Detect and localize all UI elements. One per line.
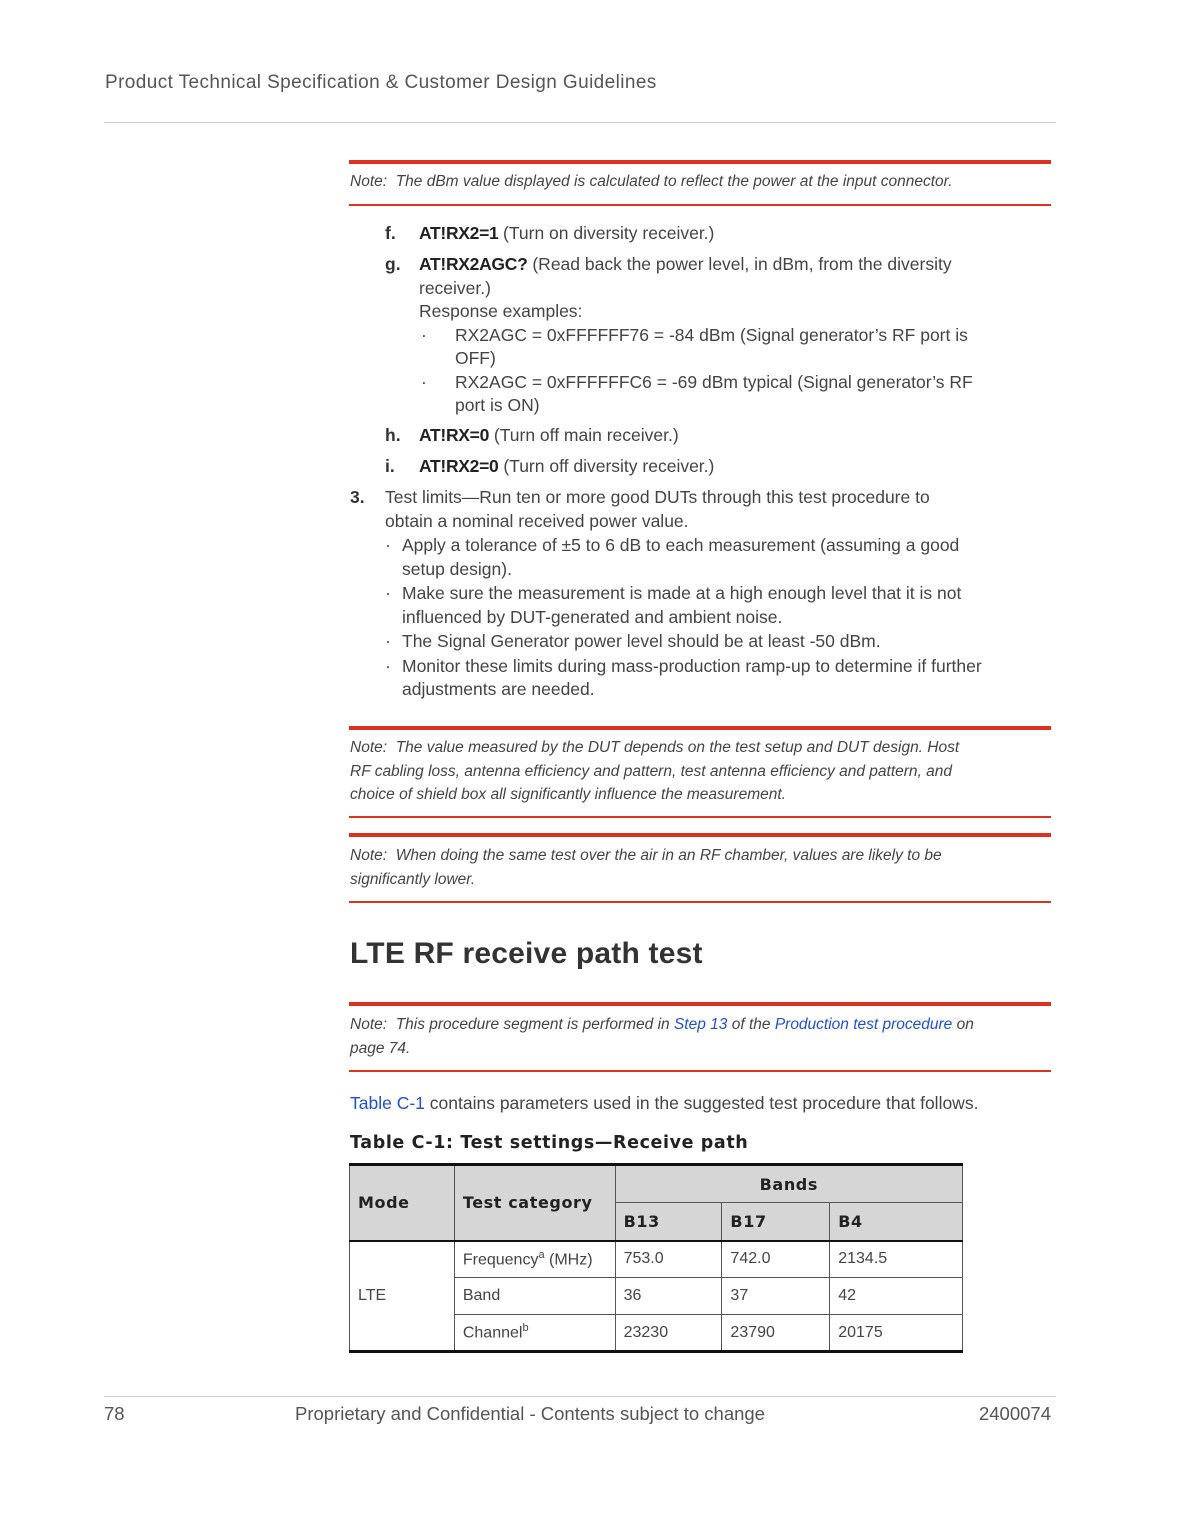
note-text: of the xyxy=(731,1016,771,1033)
footnote-marker: b xyxy=(522,1322,529,1335)
bullet-icon: · xyxy=(421,371,427,392)
test-settings-table xyxy=(349,1163,963,1353)
step-h xyxy=(385,424,679,448)
step-3 xyxy=(350,486,1055,699)
list-item-text: setup design). xyxy=(402,558,512,579)
note-text: page 74. xyxy=(350,1039,411,1057)
table-c1-link[interactable]: Table C-1 xyxy=(350,1093,425,1113)
note-procedure xyxy=(350,1013,1050,1060)
bullet-icon: · xyxy=(385,535,391,555)
category-cell: Band xyxy=(454,1278,615,1315)
value-cell: 42 xyxy=(830,1278,963,1315)
note-label: Note: xyxy=(350,1016,388,1033)
step-13-link[interactable]: Step 13 xyxy=(673,1016,728,1033)
bullet-icon: · xyxy=(385,583,391,603)
footer-confidential: Proprietary and Confidential - Contents subject to change xyxy=(295,1403,765,1424)
note-label: Note: xyxy=(350,173,388,190)
at-command-text: AT!RX2AGC? xyxy=(419,254,528,274)
note-label: Note: xyxy=(350,739,388,756)
example-line: RX2AGC = 0xFFFFFFC6 = -69 dBm typical (Signal generator’s RF xyxy=(455,371,973,392)
intro-text: contains parameters used in the suggested test procedure that follows. xyxy=(429,1093,979,1113)
column-header-band: B4 xyxy=(830,1203,963,1241)
note-text: The value measured by the DUT depends on the test setup and DUT design. Host xyxy=(395,739,960,756)
example-line: OFF) xyxy=(455,348,496,368)
list-item-text: Monitor these limits during mass-production ramp-up to determine if further xyxy=(402,655,982,676)
note-text: on xyxy=(956,1016,974,1033)
column-header-category: Test category xyxy=(454,1165,615,1241)
at-command-text: AT!RX2=0 xyxy=(419,456,499,476)
note-text: When doing the same test over the air in an RF chamber, values are likely to be xyxy=(395,847,942,864)
step-h-content xyxy=(419,424,679,448)
note-top-rule xyxy=(349,726,1051,730)
response-example xyxy=(419,371,1059,418)
value-cell: 20175 xyxy=(830,1315,963,1352)
note-text: choice of shield box all significantly influence the measurement. xyxy=(350,786,786,803)
step-text: (Turn off main receiver.) xyxy=(493,425,679,445)
at-command-text: AT!RX=0 xyxy=(419,425,490,445)
step-letter: h. xyxy=(385,425,401,445)
value-cell: 753.0 xyxy=(615,1241,722,1278)
list-item-text: The Signal Generator power level should be at least -50 dBm. xyxy=(402,631,881,651)
category-text: Frequency xyxy=(462,1251,539,1269)
step-g xyxy=(385,253,1055,415)
step-i-content xyxy=(419,455,714,479)
column-header-mode: Mode xyxy=(350,1165,455,1241)
category-cell xyxy=(454,1315,615,1352)
list-item xyxy=(385,582,1055,629)
column-header-band: B13 xyxy=(615,1203,722,1241)
value-cell: 742.0 xyxy=(722,1241,830,1278)
bullet-icon: · xyxy=(385,655,391,676)
document-header-title: Product Technical Specification & Customer Design Guidelines xyxy=(105,72,657,93)
step-3-content xyxy=(385,486,1055,702)
step-number: 3. xyxy=(350,487,365,507)
bullet-icon: · xyxy=(385,631,391,651)
value-cell: 36 xyxy=(615,1278,722,1315)
footnote-marker: a xyxy=(538,1249,545,1262)
note-bottom-rule xyxy=(349,1070,1051,1072)
list-item-text: Make sure the measurement is made at a high enough level that it is not xyxy=(402,583,962,603)
table-row xyxy=(350,1241,963,1278)
note-bottom-rule xyxy=(349,901,1051,903)
list-item-text: Apply a tolerance of ±5 to 6 dB to each measurement (assuming a good xyxy=(402,535,960,555)
list-item xyxy=(385,655,1055,702)
note-top-rule xyxy=(349,833,1051,837)
value-cell: 23230 xyxy=(615,1315,722,1352)
value-cell: 23790 xyxy=(722,1315,830,1352)
step-text: (Turn off diversity receiver.) xyxy=(503,456,715,476)
note-text: This procedure segment is performed in xyxy=(395,1016,670,1033)
note-measurement xyxy=(350,736,1050,807)
value-cell: 37 xyxy=(722,1278,830,1315)
unit-text: (MHz) xyxy=(544,1251,593,1269)
category-text: Channel xyxy=(462,1324,523,1342)
step-f xyxy=(385,222,715,246)
note-top-rule xyxy=(349,160,1051,164)
step-text: obtain a nominal received power value. xyxy=(385,510,689,531)
page-number: 78 xyxy=(104,1403,125,1424)
step-letter: f. xyxy=(385,223,396,243)
value-cell: 2134.5 xyxy=(830,1241,963,1278)
example-line: RX2AGC = 0xFFFFFF76 = -84 dBm (Signal generator’s RF port is xyxy=(455,324,968,345)
response-example xyxy=(419,324,1059,371)
bullet-icon: · xyxy=(421,324,427,345)
step-g-content xyxy=(419,253,1059,418)
note-label: Note: xyxy=(350,847,388,864)
step-letter: i. xyxy=(385,456,395,476)
list-item xyxy=(385,630,1055,654)
mode-cell: LTE xyxy=(350,1241,455,1352)
list-item-text: adjustments are needed. xyxy=(402,679,595,699)
step-text-cont: receiver.) xyxy=(419,277,491,298)
note-top-rule xyxy=(349,1002,1051,1006)
step-text: Test limits—Run ten or more good DUTs through this test procedure to xyxy=(385,487,930,507)
note-bottom-rule xyxy=(349,204,1051,206)
example-line: port is ON) xyxy=(455,395,540,415)
step-text: (Turn on diversity receiver.) xyxy=(503,223,715,243)
list-item-text: influenced by DUT-generated and ambient noise. xyxy=(402,606,783,627)
column-header-band: B17 xyxy=(722,1203,830,1241)
header-divider xyxy=(104,122,1056,123)
note-text: The dBm value displayed is calculated to reflect the power at the input connector. xyxy=(395,173,953,190)
section-heading: LTE RF receive path test xyxy=(350,937,703,970)
table-caption: Table C-1: Test settings—Receive path xyxy=(350,1133,749,1153)
note-text: significantly lower. xyxy=(350,870,476,888)
table-intro xyxy=(350,1092,978,1116)
step-letter: g. xyxy=(385,254,401,274)
note-rf-chamber xyxy=(350,844,1050,891)
production-test-procedure-link[interactable]: Production test procedure xyxy=(774,1016,953,1033)
category-cell xyxy=(454,1241,615,1278)
step-text: (Read back the power level, in dBm, from the diversity xyxy=(532,254,952,274)
at-command xyxy=(419,222,714,246)
step-i xyxy=(385,455,715,479)
note-bottom-rule xyxy=(349,816,1051,818)
list-item xyxy=(385,534,1055,581)
column-header-bands: Bands xyxy=(615,1165,962,1203)
footer-divider xyxy=(104,1396,1056,1397)
note-dbm xyxy=(350,170,1050,194)
note-text: RF cabling loss, antenna efficiency and pattern, test antenna efficiency and pattern, and xyxy=(350,762,953,780)
at-command-text: AT!RX2=1 xyxy=(419,223,499,243)
examples-label: Response examples: xyxy=(419,301,583,321)
document-number: 2400074 xyxy=(978,1403,1051,1424)
